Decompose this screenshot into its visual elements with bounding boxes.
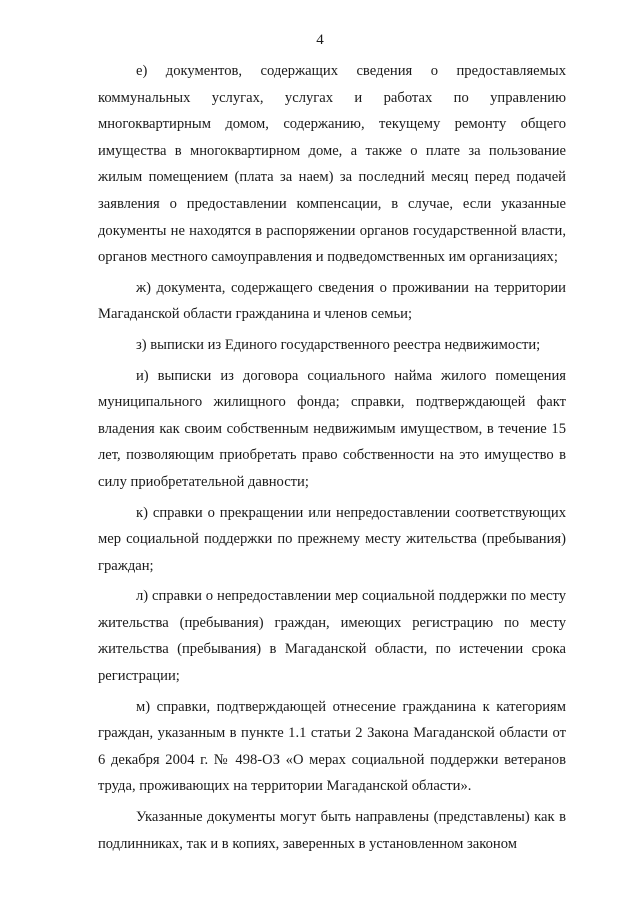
paragraph-z-registry-extract: з) выписки из Единого государственного реестра недвижимости; bbox=[136, 336, 541, 353]
paragraph-i-social-lease: и) выписки из договора социального найма жилого помещения муниципального жилищного фонда; справки, подтверждающей факт владения как своим собственным недвижимым имуществом, в течение 15 лет, позволяющим приобретать право собственности на это имущество в силу приобретательной давности; bbox=[98, 367, 566, 490]
paragraph-m-category-certificate: м) справки, подтверждающей отнесение гражданина к категориям граждан, указанным в пункте 1.1 статьи 2 Закона Магаданской области от 6 декабря 2004 г. № 498-ОЗ «О мерах социальной поддержки ветеранов труда, проживающих на территории Магаданской области». bbox=[98, 698, 566, 795]
paragraph-k-termination-certificate: к) справки о прекращении или непредоставлении соответствующих мер социальной поддержки по прежнему месту жительства (пребывания) граждан; bbox=[98, 504, 566, 574]
paragraph-zh-residence: ж) документа, содержащего сведения о проживании на территории Магаданской области гражданина и членов семьи; bbox=[98, 279, 566, 323]
paragraph-l-non-provision-certificate: л) справки о непредоставлении мер социальной поддержки по месту жительства (пребывания) граждан, имеющих регистрацию по месту жительства (пребывания) в Магаданской области, по истечении срока регистрации; bbox=[98, 588, 566, 685]
page-number: 4 bbox=[316, 32, 324, 48]
document-body bbox=[98, 58, 566, 857]
paragraph-e-documents: е) документов, содержащих сведения о предоставляемых коммунальных услугах, услугах и работах по управлению многоквартирным домом, содержанию, текущему ремонту общего имущества в многоквартирном доме, а также о плате за пользование жилым помещением (плата за наем) за последний месяц перед подачей заявления о предоставлении компенсации, в случае, если указанные документы не находятся в распоряжении органов государственной власти, органов местного самоуправления и подведомственных им организациях; bbox=[98, 63, 566, 266]
paragraph-documents-submission: Указанные документы могут быть направлены (представлены) как в подлинниках, так и в копиях, заверенных в установленном законом bbox=[98, 809, 566, 852]
